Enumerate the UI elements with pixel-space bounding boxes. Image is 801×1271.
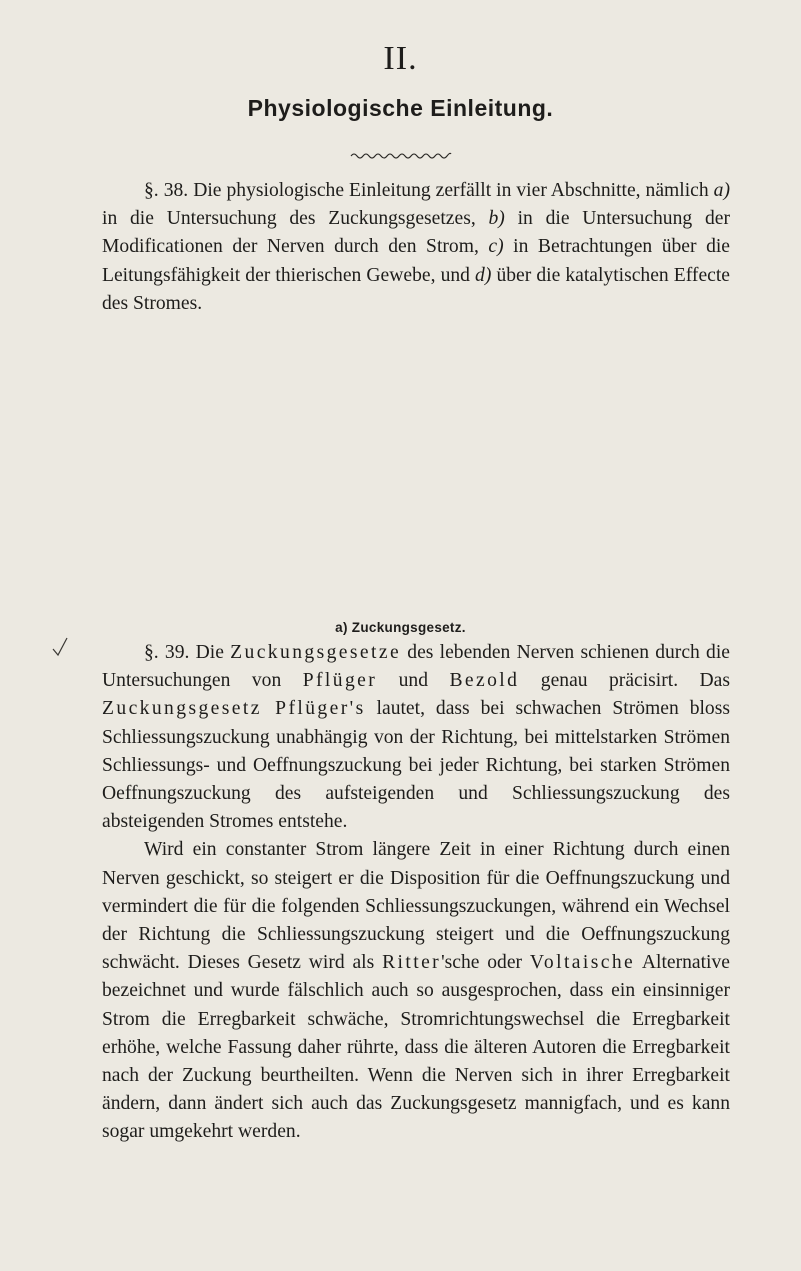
text-run: in die Untersuchung des Zuckungsgesetzes, — [102, 208, 489, 230]
chapter-number: II. — [383, 40, 418, 77]
text-run: in Betrachtungen über die Leitungsfähigkeit der thierischen Gewebe, und — [102, 236, 731, 286]
text-run: des lebenden Nerven schienen durch die Untersuchungen von — [102, 642, 730, 692]
text-run: über die katalytischen Effecte des Stromes. — [102, 264, 730, 314]
enumeration-label: a) — [713, 180, 730, 201]
text-run: Wird ein constanter Strom längere Zeit in einer Richtung durch einen Nerven geschickt, so steigert er die Disposition für die Oeffnungszuckung und vermindert die für die folgenden Schliessungszuckungen, während ein Wechsel der Richtung die Schliessungszuckung steigert und die Oeffnungszuckung schwächt. Dieses Gesetz wird als — [102, 839, 730, 974]
text-run: §. 38. Die physiologische Einleitung zerfällt in vier Abschnitte, nämlich — [144, 180, 714, 201]
enumeration-label: c) — [488, 236, 504, 258]
author-name: Bezold — [449, 670, 520, 692]
emphasized-term: Zuckungsgesetz Pflüger's — [102, 698, 366, 720]
subsection-heading: a) Zuckungsgesetz. — [335, 620, 466, 635]
text-run: §. 39. Die — [144, 642, 231, 663]
enumeration-label: b) — [488, 208, 505, 230]
section-38-paragraph — [102, 177, 730, 318]
emphasized-term: Zuckungsgesetze — [230, 642, 402, 663]
wavy-ornament-icon — [349, 150, 453, 160]
checkmark-icon — [52, 636, 68, 658]
author-name: Pflüger — [302, 670, 378, 692]
author-name: Voltaische — [529, 952, 636, 974]
text-run: Alternative bezeichnet und wurde fälschlich auch so ausgesprochen, dass ein einsinniger Strom die Erregbarkeit schwäche, Stromrichtungswechsel die Erregbarkeit erhöhe, welche Fassung daher rührte, dass die älteren Autoren die Erregbarkeit nach der Zuckung beurtheilten. Wenn die Nerven sich in ihrer Erregbarkeit ändern, dann ändert sich auch das Zuckungsgesetz mannigfach, und es kann sogar umgekehrt werden. — [102, 952, 730, 1143]
text-run: 'sche oder — [441, 952, 530, 974]
section-39-paragraphs — [102, 639, 730, 1147]
text-run: genau präcisirt. Das — [519, 670, 731, 692]
text-run: und — [377, 670, 450, 692]
author-name: Ritter — [382, 952, 442, 974]
text-run: lautet, dass bei schwachen Strömen bloss Schliessungszuckung unabhängig von der Richtung, bei mittelstarken Strömen Schliessungs- und Oeffnungszuckung bei jeder Richtung, bei starken Strömen Oeffnungszuckung des aufsteigenden und Schliessungszuckung des absteigenden Stromes entstehe. — [102, 698, 730, 833]
enumeration-label: d) — [475, 264, 492, 286]
chapter-title: Physiologische Einleitung. — [247, 95, 554, 121]
text-run: in die Untersuchung der Modificationen der Nerven durch den Strom, — [102, 208, 730, 258]
